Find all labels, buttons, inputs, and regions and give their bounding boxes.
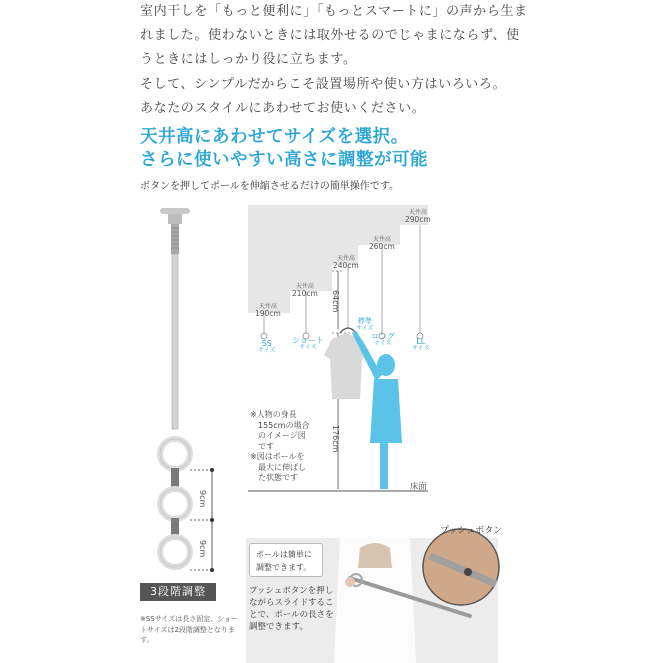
intro-line: そして、シンプルだからこそ設置場所や使い方はいろいろ。 [140,76,507,92]
pole-footnote: ※SSサイズは長さ固定、ショートサイズは2段階調整となります。 [140,615,239,644]
pole [172,254,178,429]
dim-64-label: 64cm [331,290,340,313]
intro-line: れました。使わないときには取外せるのでじゃまにならず、使 [140,28,520,44]
push-button-icon [464,568,472,576]
dim-176-label: 176cm [331,425,340,453]
ceiling-label-260: 天井高 260cm [369,236,395,251]
zoom-inset [420,526,502,608]
size-label-long: ロング サイズ [371,332,395,347]
intro-paragraph [140,0,660,121]
callout-bubble: ポールは簡単に調整できます。 [249,543,323,577]
size-label-short: ショート サイズ [292,336,324,351]
intro-line: あなたのスタイルにあわせてお使いください。 [140,100,426,116]
size-label-ll: LL サイズ [412,337,430,352]
ceiling-label-210: 天井高 210cm [292,283,318,298]
intro-line: 室内干しを「もっと便利に」「もっとスマートに」の声から生ま [140,4,528,19]
ceiling-label-240: 天井高 240cm [333,255,359,270]
section-heading [140,126,428,172]
diagram-note: ※人物の身長 155cmの場合 のイメージ図 です ※図はポールを 最大に伸ばし た状態です [250,410,310,482]
intro-line: うときにはしっかり役に立ちます。 [140,52,357,68]
size-label-ss: SS サイズ [258,339,276,354]
subheading: ボタンを押してポールを伸縮させるだけの簡単操作です。 [140,181,399,192]
heading-line-2: さらに使いやすい高さに調整が可能 [140,150,428,170]
spacing-label-1: 9cm [198,490,207,508]
spacing-label-2: 9cm [198,540,207,558]
ceiling-label-190: 天井高 190cm [255,303,281,318]
photo-description: プッシュボタンを押しながらスライドすることで、ポールの長さを調整できます。 [249,586,334,632]
floor-label: 床面 [410,482,428,492]
adjustment-tag: 3段階調整 [140,583,216,601]
size-label-standard: 標準 サイズ [356,317,374,332]
ceiling-mount [160,208,190,214]
ceiling-label-290: 天井高 290cm [405,209,431,224]
heading-line-1: 天井高にあわせてサイズを選択。 [140,127,409,147]
pole-illustration [140,200,230,580]
push-button-label: プッシュボタン [440,526,503,536]
